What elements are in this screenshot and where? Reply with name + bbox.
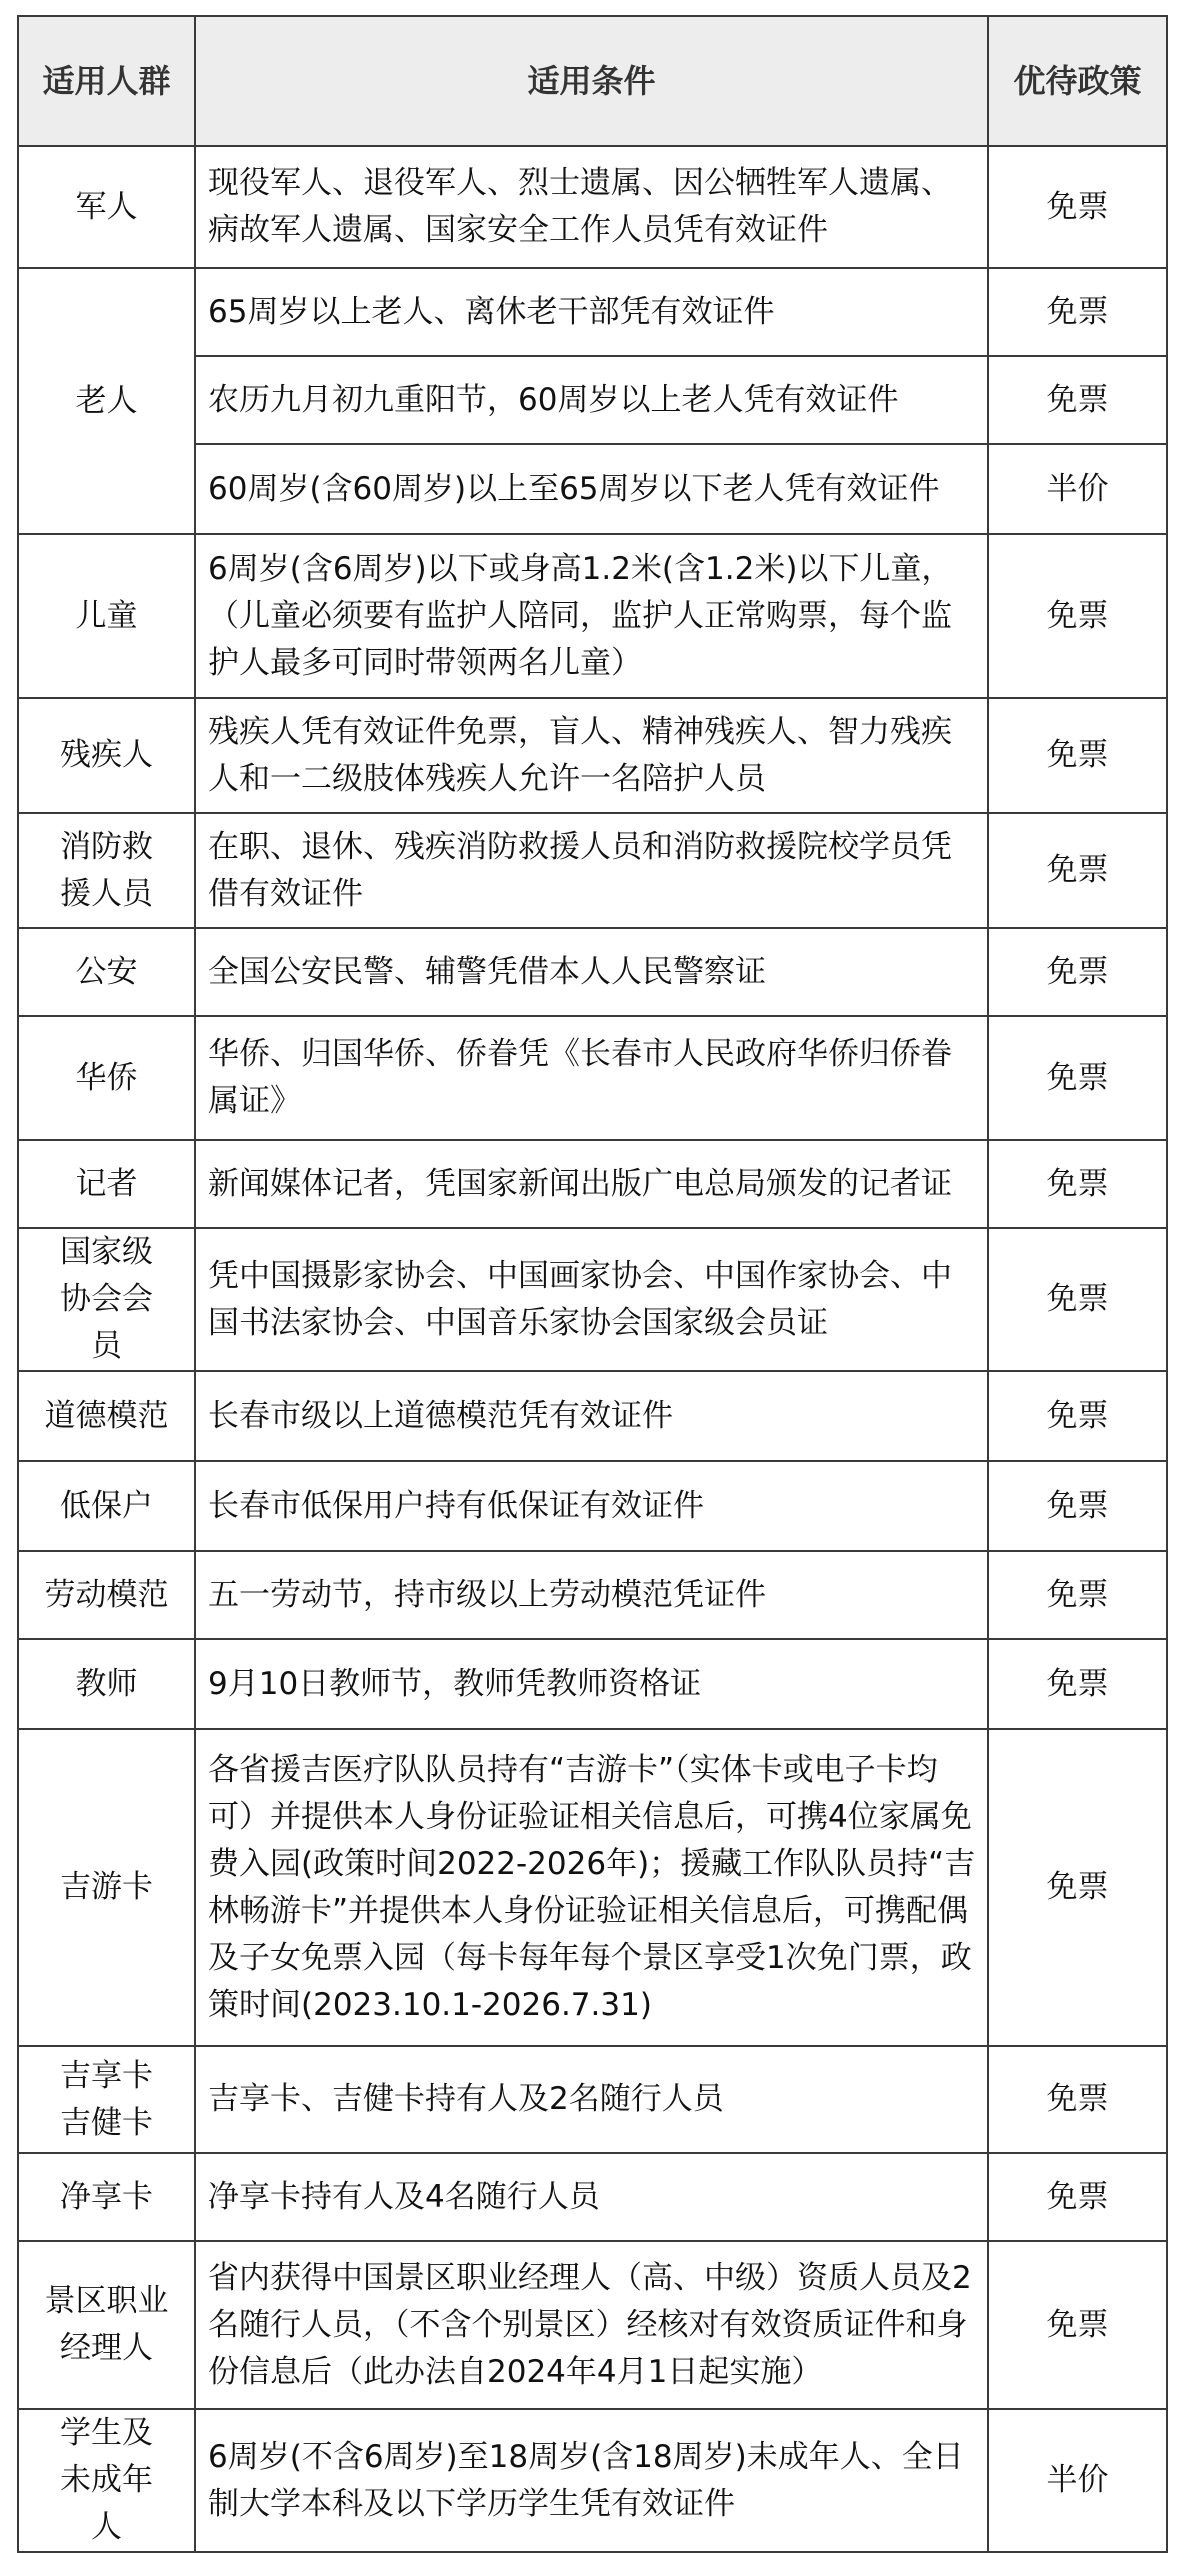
condition-cell: 省内获得中国景区职业经理人（高、中级）资质人员及2名随行人员，（不含个别景区）经核对有效资质证件和身份信息后（此办法自2024年4月1日起实施） xyxy=(195,2241,988,2409)
header-condition: 适用条件 xyxy=(195,16,988,146)
table-row xyxy=(18,1228,1167,1371)
policy-cell: 免票 xyxy=(988,268,1167,356)
condition-cell: 新闻媒体记者，凭国家新闻出版广电总局颁发的记者证 xyxy=(195,1140,988,1228)
table-row xyxy=(18,1729,1167,2046)
condition-cell: 60周岁(含60周岁)以上至65周岁以下老人凭有效证件 xyxy=(195,444,988,534)
policy-table xyxy=(17,15,1168,2553)
policy-cell: 免票 xyxy=(988,2241,1167,2409)
condition-cell: 6周岁(含6周岁)以下或身高1.2米(含1.2米)以下儿童，（儿童必须要有监护人陪同，监护人正常购票，每个监护人最多可同时带领两名儿童） xyxy=(195,534,988,698)
group-name-cell: 记者 xyxy=(18,1140,195,1228)
group-name-cell: 吉游卡 xyxy=(18,1729,195,2046)
condition-cell: 6周岁(不含6周岁)至18周岁(含18周岁)未成年人、全日制大学本科及以下学历学生凭有效证件 xyxy=(195,2409,988,2552)
condition-cell: 五一劳动节，持市级以上劳动模范凭证件 xyxy=(195,1551,988,1639)
policy-cell: 免票 xyxy=(988,698,1167,813)
policy-cell: 免票 xyxy=(988,1140,1167,1228)
table-row xyxy=(18,1016,1167,1140)
policy-cell: 免票 xyxy=(988,1551,1167,1639)
group-name-cell: 老人 xyxy=(18,268,195,534)
table-row xyxy=(18,1639,1167,1729)
table-header xyxy=(18,16,1167,146)
table-row xyxy=(18,268,1167,356)
policy-cell: 免票 xyxy=(988,1639,1167,1729)
policy-cell: 免票 xyxy=(988,2153,1167,2241)
condition-cell: 长春市级以上道德模范凭有效证件 xyxy=(195,1371,988,1461)
table-row xyxy=(18,813,1167,928)
group-name-cell: 景区职业 经理人 xyxy=(18,2241,195,2409)
table-body xyxy=(18,146,1167,2552)
condition-cell: 凭中国摄影家协会、中国画家协会、中国作家协会、中国书法家协会、中国音乐家协会国家级会员证 xyxy=(195,1228,988,1371)
policy-cell: 免票 xyxy=(988,1729,1167,2046)
policy-cell: 半价 xyxy=(988,444,1167,534)
policy-cell: 免票 xyxy=(988,356,1167,444)
table-row xyxy=(18,698,1167,813)
group-name-cell: 劳动模范 xyxy=(18,1551,195,1639)
policy-cell: 免票 xyxy=(988,1461,1167,1551)
table-row xyxy=(18,2241,1167,2409)
policy-cell: 免票 xyxy=(988,1228,1167,1371)
group-name-cell: 消防救 援人员 xyxy=(18,813,195,928)
group-name-cell: 国家级 协会会 员 xyxy=(18,1228,195,1371)
condition-cell: 净享卡持有人及4名随行人员 xyxy=(195,2153,988,2241)
policy-cell: 免票 xyxy=(988,2046,1167,2153)
group-name-cell: 道德模范 xyxy=(18,1371,195,1461)
condition-cell: 65周岁以上老人、离休老干部凭有效证件 xyxy=(195,268,988,356)
condition-cell: 各省援吉医疗队队员持有“吉游卡”（实体卡或电子卡均可）并提供本人身份证验证相关信息后，可携4位家属免费入园(政策时间2022-2026年)；援藏工作队队员持“吉林畅游卡”并提供本人身份证验证相关信息后，可携配偶及子女免票入园（每卡每年每个景区享受1次免门票，政策时间(2023.10.1-2026.7.31) xyxy=(195,1729,988,2046)
policy-cell: 半价 xyxy=(988,2409,1167,2552)
policy-cell: 免票 xyxy=(988,813,1167,928)
table-row xyxy=(18,928,1167,1016)
policy-cell: 免票 xyxy=(988,146,1167,268)
table-row xyxy=(18,1140,1167,1228)
table-row xyxy=(18,1371,1167,1461)
table-row xyxy=(18,2046,1167,2153)
group-name-cell: 儿童 xyxy=(18,534,195,698)
group-name-cell: 学生及 未成年 人 xyxy=(18,2409,195,2552)
group-name-cell: 低保户 xyxy=(18,1461,195,1551)
header-group: 适用人群 xyxy=(18,16,195,146)
condition-cell: 9月10日教师节，教师凭教师资格证 xyxy=(195,1639,988,1729)
condition-cell: 现役军人、退役军人、烈士遗属、因公牺牲军人遗属、病故军人遗属、国家安全工作人员凭有效证件 xyxy=(195,146,988,268)
table-row xyxy=(18,534,1167,698)
table-row xyxy=(18,2409,1167,2552)
group-name-cell: 公安 xyxy=(18,928,195,1016)
header-policy: 优待政策 xyxy=(988,16,1167,146)
group-name-cell: 净享卡 xyxy=(18,2153,195,2241)
condition-cell: 残疾人凭有效证件免票，盲人、精神残疾人、智力残疾人和一二级肢体残疾人允许一名陪护人员 xyxy=(195,698,988,813)
table-row xyxy=(18,2153,1167,2241)
condition-cell: 华侨、归国华侨、侨眷凭《长春市人民政府华侨归侨眷属证》 xyxy=(195,1016,988,1140)
policy-cell: 免票 xyxy=(988,928,1167,1016)
policy-cell: 免票 xyxy=(988,534,1167,698)
table-row xyxy=(18,1461,1167,1551)
condition-cell: 吉享卡、吉健卡持有人及2名随行人员 xyxy=(195,2046,988,2153)
table-row xyxy=(18,1551,1167,1639)
table-row xyxy=(18,146,1167,268)
group-name-cell: 军人 xyxy=(18,146,195,268)
group-name-cell: 教师 xyxy=(18,1639,195,1729)
group-name-cell: 华侨 xyxy=(18,1016,195,1140)
policy-cell: 免票 xyxy=(988,1016,1167,1140)
condition-cell: 在职、退休、残疾消防救援人员和消防救援院校学员凭借有效证件 xyxy=(195,813,988,928)
condition-cell: 农历九月初九重阳节，60周岁以上老人凭有效证件 xyxy=(195,356,988,444)
group-name-cell: 残疾人 xyxy=(18,698,195,813)
condition-cell: 长春市低保用户持有低保证有效证件 xyxy=(195,1461,988,1551)
policy-cell: 免票 xyxy=(988,1371,1167,1461)
condition-cell: 全国公安民警、辅警凭借本人人民警察证 xyxy=(195,928,988,1016)
group-name-cell: 吉享卡 吉健卡 xyxy=(18,2046,195,2153)
